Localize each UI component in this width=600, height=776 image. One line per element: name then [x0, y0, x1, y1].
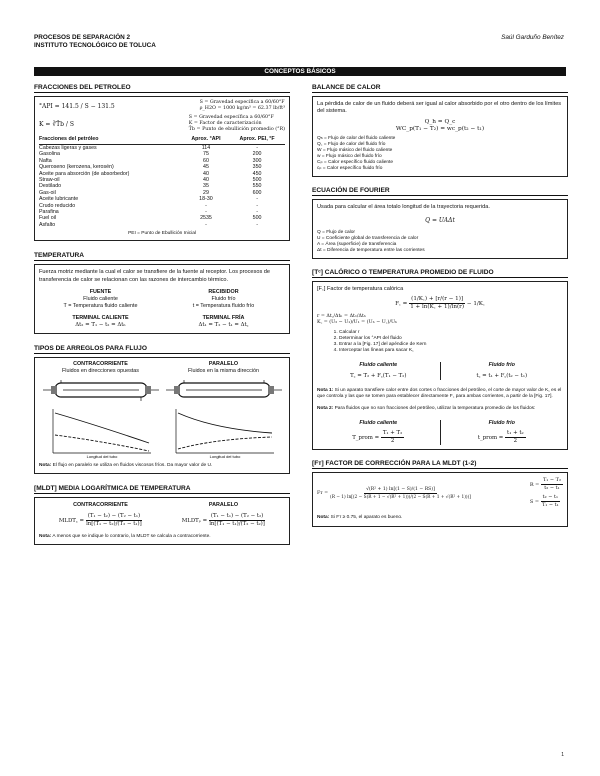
mldt-para-num: (T₁ − t₁) − (T₂ − t₂): [210, 512, 264, 519]
pei-value: -: [256, 209, 258, 216]
pei-value: 300: [252, 157, 262, 164]
calorico-def: r = Δt꜀/Δtₕ = Δt₁/Δtₕ: [317, 313, 366, 319]
pei-value: 450: [252, 170, 262, 177]
calorico-def: K꜀ = (U₂ − U₁)/U₁ = (Uₕ − U꜀)/Uₕ: [317, 319, 398, 325]
calorico-sub: [F꜀] Factor de temperatura calórica: [317, 285, 404, 292]
balance-def: Q꜀ = Flujo de calor del fluido frío: [317, 141, 386, 147]
left-column: [34, 84, 290, 545]
balance-def: Cₚ = Calor específico fluido caliente: [317, 159, 394, 165]
mldt-title: [MLDT] MEDIA LOGARÍTMICA DE TEMPERATURA: [34, 485, 290, 494]
pei-value: 600: [252, 189, 262, 196]
fraction-name: Aceite para absorción (de absorbedor): [39, 170, 130, 177]
note-label: Nota:: [39, 463, 52, 469]
ft-lhs: Fᴛ =: [317, 490, 329, 496]
hot2-heading: Fluido caliente: [359, 420, 398, 427]
fc-tail: − 1/K꜀: [466, 300, 485, 307]
mldt-box: [34, 497, 290, 545]
table-row: [39, 222, 285, 228]
temperatura-title: TEMPERATURA: [34, 252, 290, 261]
balance-title: BALANCE DE CALOR: [312, 84, 568, 93]
api-def: S = Gravedad específica a 60/60°F: [199, 100, 285, 105]
fraction-name: Nafta: [39, 157, 52, 164]
fourier-def: Q = Flujo de calor: [317, 229, 355, 235]
api-value: 60: [203, 157, 209, 164]
fourier-title: ECUACIÓN DE FOURIER: [312, 187, 568, 196]
cold2-den: 2: [513, 438, 518, 445]
hot2-lhs: T_prom =: [352, 435, 380, 442]
api-formula: °API = 141.5 / S − 131.5: [39, 102, 115, 110]
api-value: 40: [203, 170, 209, 177]
mldt-contra-heading: CONTRACORRIENTE: [73, 501, 128, 508]
fraction-name: Queroseno (kerozena, kerosén): [39, 164, 114, 171]
receptor-heading: RECIBIDOR: [208, 289, 239, 296]
balance-def: Qₕ = Flujo de calor del fluido caliente: [317, 135, 396, 141]
ft-num: √(R² + 1) ln[(1 − S)/(1 − RS)]: [366, 486, 435, 492]
temperatura-text: Fuerza motriz mediante la cual el calor se transfiere de la fuente al receptor. Los procesos de transferencia de calor se relacionan con las razones de intercambio térmico.: [39, 269, 271, 283]
mldt-para-den: ln[(T₁ − t₁)/(T₂ − t₂)]: [209, 520, 265, 527]
fracciones-box: [34, 96, 290, 241]
note-label: Nota 2:: [317, 406, 334, 412]
calorico-box: [312, 281, 568, 451]
ft-title: [Fᴛ] FACTOR DE CORRECCIÓN PARA LA MLDT (1-2): [312, 460, 568, 469]
pei-value: 550: [252, 183, 262, 190]
note-label: Nota 1:: [317, 387, 334, 393]
terminal-fria-heading: TERMINAL FRÍA: [202, 315, 245, 322]
fuente-heading: FUENTE: [89, 289, 112, 296]
arreglos-title: TIPOS DE ARREGLOS PARA FLUJO: [34, 345, 290, 354]
k-formula: K = ∛T̄b / S: [39, 120, 74, 128]
terminal-caliente-heading: TERMINAL CALIENTE: [72, 315, 129, 322]
fourier-def: A = Área (superficie) de transferencia: [317, 241, 397, 247]
s-den: T₁ − t₁: [541, 502, 559, 509]
cold-heading: Fluido frío: [488, 361, 515, 368]
fraction-name: Straw-oil: [39, 177, 60, 184]
mldt-contra-den: ln[(T₁ − t₂)/(T₂ − t₁)]: [86, 520, 142, 527]
terminal-fria-eq: Δt₁ = T₂ − t₁ = Δt꜀: [198, 322, 249, 329]
api-value: 29: [203, 189, 209, 196]
right-column: [312, 84, 568, 527]
mldt-note: A menos que se indique lo contrario, la MLDT se calcula a contracorriente.: [51, 533, 211, 539]
cold2-num: t₁ + t₂: [507, 430, 524, 437]
k-def: T̄b = Punto de ebullición promedio (°R): [188, 127, 285, 132]
api-value: 40: [203, 177, 209, 184]
balance-eq2: WC_p(T₁ − T₂) = wc_p(t₂ − t₁): [395, 125, 485, 132]
fc-num: (1/K꜀) + [r/(r − 1)]: [411, 295, 464, 302]
temperatura-box: [34, 264, 290, 334]
fraction-name: Cabezas ligeras y gases: [39, 145, 97, 151]
contracorriente-heading: CONTRACORRIENTE: [73, 361, 128, 368]
terminal-caliente-eq: Δt₂ = T₁ − t₂ = Δtₕ: [75, 322, 126, 329]
api-value: 45: [203, 164, 209, 171]
fracciones-title: FRACCIONES DEL PETROLEO: [34, 84, 290, 93]
arreglos-box: [34, 357, 290, 473]
table-footnote: PEI = Punto de Ebullición Inicial: [128, 231, 196, 237]
paralelo-desc: Fluidos en la misma dirección: [187, 368, 259, 375]
receptor-line: Fluido frío: [211, 296, 236, 303]
fractions-table: [39, 135, 285, 228]
table-row: [39, 145, 285, 152]
pei-value: -: [256, 202, 258, 209]
calorico-note2: Para fluidos que no son fracciones del petróleo, utilizar la temperatura promedio de los fluidos:: [333, 406, 536, 412]
pei-value: 500: [252, 177, 262, 184]
pei-value: -: [256, 221, 258, 228]
fc-lhs: F꜀ =: [395, 300, 408, 307]
r-lhs: R =: [529, 482, 540, 489]
pei-value: -: [256, 196, 258, 203]
calorico-step: 1. Calcular r: [339, 330, 563, 336]
cold-eq: t꜀ = t₁ + F꜀(t₂ − t₁): [476, 372, 528, 379]
k-def: K = Factor de caracterización: [188, 121, 262, 126]
balance-def: W = Flujo másico del fluido caliente: [317, 147, 393, 153]
note-label: Nota:: [39, 533, 52, 539]
cold2-lhs: t_prom =: [477, 435, 504, 442]
api-def: ρ_H2O = 1000 kg/m³ = 62.37 lb/ft³: [199, 106, 285, 111]
fourier-def: Δt = Diferencia de temperatura entre las corrientes: [317, 247, 425, 253]
api-value: 35: [203, 183, 209, 190]
course-title: PROCESOS DE SEPARACIÓN 2: [34, 34, 131, 41]
fuente-line: Fluido caliente: [83, 296, 118, 303]
mldt-para-heading: PARALELO: [208, 501, 239, 508]
balance-def: w = Flujo másico del fluido frío: [317, 153, 382, 159]
calorico-step: 3. Entrar a la [Fig. 17] del apéndice de Kern: [339, 342, 563, 348]
s-num: t₂ − t₁: [542, 494, 559, 501]
hot2-num: T₁ + T₂: [382, 430, 403, 437]
paralelo-heading: PARALELO: [208, 361, 239, 368]
ft-note: Si Fᴛ ≥ 0.75, el aparato es bueno.: [329, 515, 403, 521]
calorico-step: 2. Determinar los °API del fluido: [339, 336, 563, 342]
note-label: Nota:: [317, 515, 330, 521]
ft-den: (R − 1) ln[(2 − S(R + 1 − √(R² + 1)))/(2 − S(R + 1 + √(R² + 1)))]: [330, 494, 471, 500]
receptor-line: t = Temperatura fluido frío: [192, 303, 255, 310]
r-num: T₁ − T₂: [542, 477, 561, 484]
institute-title: INSTITUTO TECNOLÓGICO DE TOLUCA: [34, 42, 156, 49]
fourier-def: U = Coeficiente global de transferencia de calor: [317, 235, 419, 241]
cold2-heading: Fluido frío: [488, 420, 515, 427]
fraction-name: Crudo reducido: [39, 202, 76, 209]
calorico-title: [Tᶜ] CALÓRICO O TEMPERATURA PROMEDIO DE FLUIDO: [312, 269, 568, 278]
table-header: Fracciones del petróleo: [39, 135, 183, 145]
api-value: 2535: [200, 215, 212, 222]
contracorriente-diagram: [41, 377, 161, 459]
pei-value: -: [256, 145, 258, 151]
api-value: 75: [203, 151, 209, 158]
hot-heading: Fluido caliente: [359, 361, 398, 368]
fraction-name: Destilado: [39, 183, 62, 190]
table-header: Aprox. PEI, °F: [229, 135, 285, 145]
axis-label: Longitud del tubo: [86, 454, 117, 460]
balance-box: [312, 96, 568, 177]
api-value: -: [205, 221, 207, 228]
paralelo-diagram: [164, 377, 284, 459]
fourier-box: [312, 199, 568, 259]
fraction-name: Gas-oil: [39, 189, 56, 196]
k-def: S = Gravedad específica a 60/60°F: [188, 115, 274, 120]
fraction-name: Gasolina: [39, 151, 60, 158]
table-header: Aprox. °API: [183, 135, 229, 145]
author: Saúl Garduño Benítez: [501, 34, 564, 41]
mldt-contra-num: (T₁ − t₂) − (T₂ − t₁): [87, 512, 141, 519]
api-value: -: [205, 209, 207, 216]
pei-value: 350: [252, 164, 262, 171]
fraction-name: Asfalto: [39, 221, 56, 228]
fourier-eq: Q = UAΔt: [425, 216, 455, 224]
fraction-name: Fuel oil: [39, 215, 57, 222]
balance-def: cₚ = Calor específico fluido frío: [317, 165, 383, 171]
api-value: 114: [201, 145, 211, 151]
s-lhs: S =: [529, 499, 540, 506]
header-left: [34, 34, 156, 50]
ft-box: [312, 472, 568, 526]
api-value: -: [205, 202, 207, 209]
pei-value: 500: [252, 215, 262, 222]
api-value: 18-30: [199, 196, 213, 203]
axis-label: Longitud del tubo: [209, 454, 240, 460]
balance-eq1: Q_h = Q_c: [424, 118, 456, 125]
fourier-text: Usada para calcular el área totalo longitud de la trayectoria requerida.: [317, 203, 490, 210]
calorico-step: 4. Interceptar las líneas para sacar K꜀: [339, 348, 563, 354]
fraction-name: Aceite lubricante: [39, 196, 79, 203]
contracorriente-desc: Fluidos en direcciones opuestas: [61, 368, 139, 375]
fc-den: 1 + ln(K꜀ + 1)/ln(r): [410, 303, 465, 310]
mldt-para-lhs: MLDTₚ =: [181, 517, 208, 524]
arreglos-note: El flujo en paralelo se utiliza en fluidos viscosos fríos. Da mayor valor de U.: [51, 463, 213, 469]
fraction-name: Parafina: [39, 209, 59, 216]
hot2-den: 2: [390, 438, 395, 445]
hot-eq: T꜀ = T₂ + F꜀(T₁ − T₂): [350, 372, 407, 379]
section-banner: CONCEPTOS BÁSICOS: [34, 67, 566, 76]
r-den: t₂ − t₁: [544, 485, 560, 492]
pei-value: 200: [252, 151, 262, 158]
page-number: 1: [561, 752, 564, 758]
fuente-line: T = Temperatura fluido caliente: [63, 303, 138, 310]
calorico-note1: Si un aparato transfiere calor entre dos cortes o fracciones del petróleo, el corte de mayor valor de K꜀ es el que controla y las que se tomen para establecer directamente F꜀ para ambas corrientes, a partir de la [Fig. 17].: [317, 387, 562, 400]
balance-text: La pérdida de calor de un fluido deberá ser igual al calor absorbido por el otro dentro de los límites del sistema.: [317, 101, 562, 115]
mldt-contra-lhs: MLDT꜀ =: [58, 517, 84, 524]
